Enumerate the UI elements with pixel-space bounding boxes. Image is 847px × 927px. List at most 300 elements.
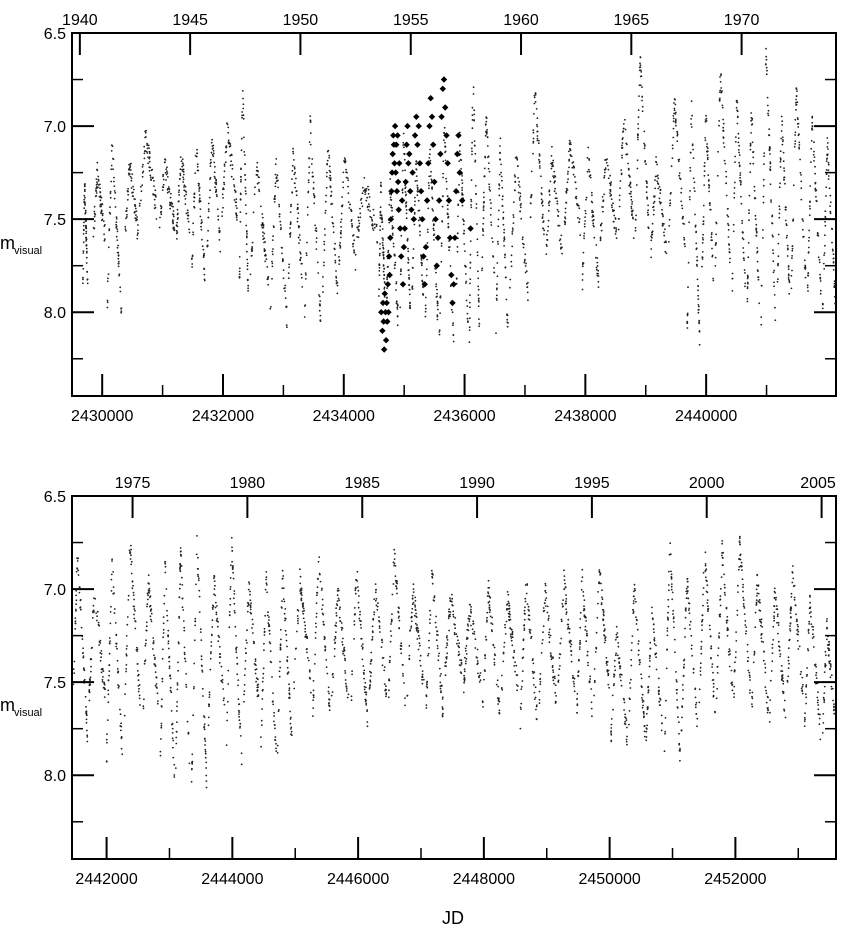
data-point <box>689 190 691 192</box>
data-point <box>172 728 174 730</box>
data-point <box>182 609 184 611</box>
data-point <box>824 216 826 218</box>
year-tick-label: 1960 <box>503 12 539 29</box>
data-point <box>534 692 536 694</box>
data-point <box>354 624 356 626</box>
data-point <box>170 678 172 680</box>
data-point <box>272 239 274 241</box>
data-point <box>490 224 492 226</box>
data-point <box>549 628 551 630</box>
data-point <box>701 266 703 268</box>
data-point <box>564 583 566 585</box>
data-point <box>524 260 526 262</box>
data-point <box>231 547 233 549</box>
data-point <box>653 209 655 211</box>
data-point <box>591 192 593 194</box>
data-point <box>473 109 475 111</box>
data-point <box>561 620 563 622</box>
data-point <box>235 198 237 200</box>
data-point <box>630 196 632 198</box>
data-point <box>179 178 181 180</box>
data-point <box>160 727 162 729</box>
data-point <box>382 239 384 241</box>
data-point <box>196 554 198 556</box>
data-point <box>640 673 642 675</box>
data-point <box>351 226 353 228</box>
data-point <box>182 606 184 608</box>
data-point <box>626 719 628 721</box>
data-point <box>705 115 707 117</box>
data-point <box>769 150 771 152</box>
data-point <box>532 153 534 155</box>
data-point <box>114 192 116 194</box>
data-point <box>675 125 677 127</box>
data-point <box>179 588 181 590</box>
data-point <box>638 95 640 97</box>
data-point <box>538 140 540 142</box>
data-point <box>191 753 193 755</box>
data-point <box>247 605 249 607</box>
data-point <box>651 237 653 239</box>
data-point <box>624 721 626 723</box>
data-point <box>441 242 443 244</box>
year-tick-label: 1940 <box>62 12 98 29</box>
data-point <box>375 591 377 593</box>
data-point <box>482 234 484 236</box>
data-point <box>684 246 686 248</box>
data-point <box>334 636 336 638</box>
data-point <box>137 230 139 232</box>
data-point <box>664 241 666 243</box>
data-point <box>447 217 449 219</box>
data-point <box>337 285 339 287</box>
data-point <box>87 278 89 280</box>
data-point <box>472 127 474 129</box>
data-point <box>279 667 281 669</box>
data-point <box>535 709 537 711</box>
data-point <box>154 199 156 201</box>
data-point <box>342 650 344 652</box>
data-point <box>435 283 437 285</box>
data-point <box>74 661 76 663</box>
data-point <box>191 763 193 765</box>
data-point <box>697 298 699 300</box>
data-point <box>102 215 104 217</box>
data-point <box>275 739 277 741</box>
data-point <box>324 234 326 236</box>
data-point <box>288 264 290 266</box>
data-point <box>95 195 97 197</box>
data-point <box>798 142 800 144</box>
data-point <box>692 145 694 147</box>
data-point <box>747 301 749 303</box>
data-point <box>283 587 285 589</box>
data-point <box>575 188 577 190</box>
data-point <box>231 550 233 552</box>
data-point <box>298 242 300 244</box>
data-point <box>94 214 96 216</box>
data-point <box>559 240 561 242</box>
data-point <box>503 211 505 213</box>
data-point <box>774 307 776 309</box>
data-point <box>446 642 448 644</box>
data-point <box>306 649 308 651</box>
data-point <box>280 643 282 645</box>
data-point <box>246 629 248 631</box>
data-point <box>537 117 539 119</box>
data-point <box>242 98 244 100</box>
data-point <box>539 702 541 704</box>
data-point <box>214 171 216 173</box>
data-point <box>301 588 303 590</box>
data-point <box>362 659 364 661</box>
data-point <box>456 636 458 638</box>
data-point <box>339 620 341 622</box>
data-point <box>792 245 794 247</box>
data-point <box>558 211 560 213</box>
data-point <box>688 221 690 223</box>
data-point <box>284 290 286 292</box>
data-point <box>643 700 645 702</box>
data-point <box>196 156 198 158</box>
data-point <box>525 584 527 586</box>
data-point <box>136 650 138 652</box>
data-point <box>275 174 277 176</box>
data-point <box>278 709 280 711</box>
data-point <box>243 151 245 153</box>
data-point <box>396 588 398 590</box>
data-point <box>563 588 565 590</box>
data-point <box>303 618 305 620</box>
data-point <box>486 617 488 619</box>
data-point <box>250 606 252 608</box>
data-point <box>533 138 535 140</box>
data-point <box>281 600 283 602</box>
data-point <box>83 241 85 243</box>
data-point <box>587 157 589 159</box>
data-point <box>416 185 418 187</box>
data-point <box>99 642 101 644</box>
data-point <box>591 708 593 710</box>
data-point <box>191 266 193 268</box>
data-point <box>787 245 789 247</box>
data-point <box>82 252 84 254</box>
data-point <box>173 210 175 212</box>
data-point <box>286 640 288 642</box>
data-point <box>718 125 720 127</box>
data-point <box>175 737 177 739</box>
data-point <box>281 247 283 249</box>
data-point <box>275 748 277 750</box>
data-point <box>325 201 327 203</box>
data-point <box>590 177 592 179</box>
data-point <box>389 656 391 658</box>
data-point <box>130 564 132 566</box>
data-point <box>326 666 328 668</box>
data-point <box>373 598 375 600</box>
data-point <box>492 644 494 646</box>
data-point <box>328 155 330 157</box>
data-point <box>238 713 240 715</box>
data-point <box>310 144 312 146</box>
data-point <box>228 626 230 628</box>
data-point <box>604 628 606 630</box>
data-point <box>808 240 810 242</box>
data-point <box>582 591 584 593</box>
data-point <box>126 635 128 637</box>
diamond-data-point <box>404 123 410 129</box>
data-point <box>464 250 466 252</box>
data-point <box>250 613 252 615</box>
data-point <box>650 248 652 250</box>
data-point <box>603 624 605 626</box>
data-point <box>585 620 587 622</box>
data-point <box>506 319 508 321</box>
data-point <box>489 190 491 192</box>
data-point <box>279 221 281 223</box>
data-point <box>402 675 404 677</box>
data-point <box>217 640 219 642</box>
data-point <box>183 630 185 632</box>
data-point <box>216 618 218 620</box>
data-point <box>393 243 395 245</box>
data-point <box>691 126 693 128</box>
data-point <box>466 645 468 647</box>
data-point <box>488 162 490 164</box>
data-point <box>486 619 488 621</box>
data-point <box>284 601 286 603</box>
data-point <box>591 210 593 212</box>
data-point <box>460 168 462 170</box>
data-point <box>467 638 469 640</box>
data-point <box>428 647 430 649</box>
data-point <box>569 628 571 630</box>
data-point <box>748 242 750 244</box>
data-point <box>724 163 726 165</box>
data-point <box>189 232 191 234</box>
data-point <box>430 171 432 173</box>
data-point <box>246 642 248 644</box>
data-point <box>98 179 100 181</box>
data-point <box>304 305 306 307</box>
data-point <box>184 653 186 655</box>
data-point <box>250 599 252 601</box>
data-point <box>246 233 248 235</box>
data-point <box>231 176 233 178</box>
data-point <box>192 256 194 258</box>
data-point <box>163 179 165 181</box>
data-point <box>492 256 494 258</box>
data-point <box>545 597 547 599</box>
data-point <box>145 639 147 641</box>
data-point <box>815 200 817 202</box>
data-point <box>354 613 356 615</box>
data-point <box>732 273 734 275</box>
data-point <box>622 142 624 144</box>
data-point <box>429 619 431 621</box>
data-point <box>400 235 402 237</box>
data-point <box>523 625 525 627</box>
data-point <box>608 169 610 171</box>
data-point <box>468 620 470 622</box>
data-point <box>622 137 624 139</box>
data-point <box>736 100 738 102</box>
data-point <box>514 176 516 178</box>
data-point <box>117 258 119 260</box>
data-point <box>469 341 471 343</box>
data-point <box>467 313 469 315</box>
data-point <box>316 602 318 604</box>
data-point <box>163 186 165 188</box>
data-point <box>337 282 339 284</box>
data-point <box>661 722 663 724</box>
data-point <box>512 631 514 633</box>
data-point <box>703 216 705 218</box>
data-point <box>519 186 521 188</box>
data-point <box>752 157 754 159</box>
data-point <box>240 211 242 213</box>
data-point <box>631 208 633 210</box>
data-point <box>540 192 542 194</box>
data-point <box>567 624 569 626</box>
data-point <box>402 673 404 675</box>
data-point <box>458 642 460 644</box>
data-point <box>232 164 234 166</box>
data-point <box>609 192 611 194</box>
data-point <box>420 665 422 667</box>
data-point <box>275 750 277 752</box>
data-point <box>507 601 509 603</box>
data-point <box>478 305 480 307</box>
data-point <box>130 549 132 551</box>
data-point <box>219 646 221 648</box>
data-point <box>444 142 446 144</box>
data-point <box>416 180 418 182</box>
diamond-data-point <box>437 151 443 157</box>
data-point <box>772 249 774 251</box>
data-point <box>371 639 373 641</box>
data-point <box>211 139 213 141</box>
data-point <box>809 205 811 207</box>
data-point <box>814 166 816 168</box>
data-point <box>310 120 312 122</box>
data-point <box>277 752 279 754</box>
data-point <box>359 614 361 616</box>
data-point <box>502 661 504 663</box>
data-point <box>127 199 129 201</box>
data-point <box>477 673 479 675</box>
data-point <box>659 186 661 188</box>
data-point <box>646 196 648 198</box>
y-tick-label: 7.5 <box>43 212 66 230</box>
data-point <box>97 176 99 178</box>
data-point <box>130 558 132 560</box>
data-point <box>408 277 410 279</box>
data-point <box>134 198 136 200</box>
data-point <box>319 574 321 576</box>
data-point <box>534 698 536 700</box>
data-point <box>280 639 282 641</box>
data-point <box>788 273 790 275</box>
data-point <box>747 287 749 289</box>
data-point <box>575 182 577 184</box>
data-point <box>672 115 674 117</box>
data-point <box>635 601 637 603</box>
data-point <box>781 130 783 132</box>
data-point <box>614 666 616 668</box>
data-point <box>592 222 594 224</box>
data-point <box>598 281 600 283</box>
data-point <box>461 663 463 665</box>
data-point <box>589 678 591 680</box>
data-point <box>83 233 85 235</box>
data-point <box>468 618 470 620</box>
data-point <box>115 622 117 624</box>
data-point <box>86 741 88 743</box>
data-point <box>474 140 476 142</box>
data-point <box>128 174 130 176</box>
data-point <box>179 569 181 571</box>
data-point <box>524 613 526 615</box>
data-point <box>814 173 816 175</box>
data-point <box>496 295 498 297</box>
data-point <box>277 187 279 189</box>
data-point <box>443 132 445 134</box>
data-point <box>396 593 398 595</box>
data-point <box>698 306 700 308</box>
data-point <box>144 158 146 160</box>
data-point <box>631 214 633 216</box>
data-point <box>441 685 443 687</box>
data-point <box>84 213 86 215</box>
data-point <box>778 255 780 257</box>
data-point <box>234 626 236 628</box>
data-point <box>394 558 396 560</box>
data-point <box>446 652 448 654</box>
data-point <box>788 277 790 279</box>
data-point <box>683 223 685 225</box>
data-point <box>381 646 383 648</box>
data-point <box>791 275 793 277</box>
data-point <box>426 684 428 686</box>
data-point <box>421 679 423 681</box>
data-point <box>465 660 467 662</box>
data-point <box>458 645 460 647</box>
data-point <box>454 627 456 629</box>
data-point <box>645 163 647 165</box>
data-point <box>530 203 532 205</box>
data-point <box>233 184 235 186</box>
data-point <box>347 697 349 699</box>
data-point <box>301 286 303 288</box>
data-point <box>633 591 635 593</box>
data-point <box>445 647 447 649</box>
data-point <box>442 160 444 162</box>
data-point <box>579 218 581 220</box>
data-point <box>203 253 205 255</box>
data-point <box>134 206 136 208</box>
diamond-data-point <box>382 290 388 296</box>
data-point <box>329 705 331 707</box>
data-point <box>635 227 637 229</box>
data-point <box>138 691 140 693</box>
data-point <box>471 148 473 150</box>
data-point <box>522 649 524 651</box>
data-point <box>240 168 242 170</box>
data-point <box>741 222 743 224</box>
data-point <box>369 688 371 690</box>
data-point <box>197 574 199 576</box>
